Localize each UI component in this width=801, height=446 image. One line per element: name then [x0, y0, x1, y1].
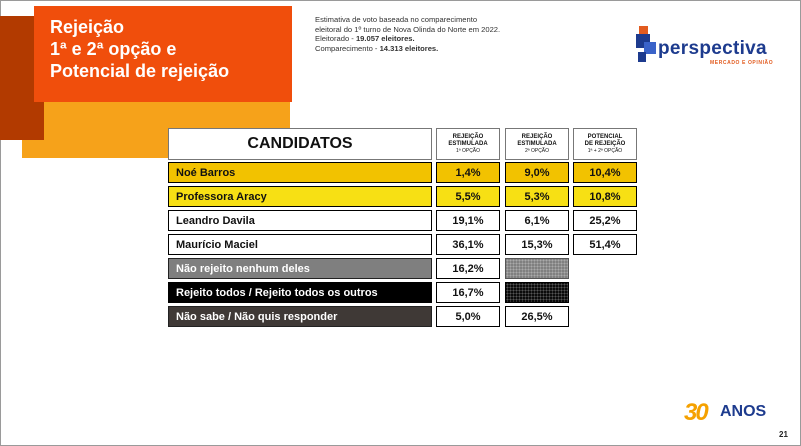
title-line: Rejeição: [50, 17, 125, 37]
option-name: Rejeito todos / Rejeito todos os outros: [168, 282, 432, 303]
thirty-years-badge: [684, 395, 784, 431]
value-cell: 5,0%: [436, 306, 500, 327]
value-cell: 26,5%: [505, 306, 569, 327]
logo-wordmark: perspectiva: [658, 38, 767, 59]
anniversary-word: ANOS: [720, 403, 767, 420]
value-cell: 5,5%: [436, 186, 500, 207]
value-cell: 36,1%: [436, 234, 500, 255]
anniversary-number: 30: [684, 399, 707, 426]
value-cell: 5,3%: [505, 186, 569, 207]
slide-title: [34, 6, 292, 82]
candidate-name: Leandro Davila: [168, 210, 432, 231]
empty-cell: [505, 282, 569, 303]
value-cell: 10,8%: [573, 186, 637, 207]
info-line: Estimativa de voto baseada no comparecimento: [315, 15, 478, 24]
value-cell: 19,1%: [436, 210, 500, 231]
perspectiva-logo: [636, 24, 786, 72]
column-header: REJEIÇÃO ESTIMULADA 1ª OPÇÃO: [436, 128, 500, 160]
page-number: 21: [779, 430, 788, 439]
logo-mark-icon: [636, 26, 658, 64]
value-cell: 16,2%: [436, 258, 500, 279]
candidate-name: Noé Barros: [168, 162, 432, 183]
candidate-name: Maurício Maciel: [168, 234, 432, 255]
title-line: 1ª e 2ª opção e: [50, 39, 177, 59]
empty-cell: [505, 258, 569, 279]
title-line: Potencial de rejeição: [50, 61, 230, 81]
logo-tagline: MERCADO E OPINIÃO: [710, 60, 774, 66]
column-header: POTENCIAL DE REJEIÇÃO 1ª + 2ª OPÇÃO: [573, 128, 637, 160]
value-cell: 25,2%: [573, 210, 637, 231]
value-cell: 51,4%: [573, 234, 637, 255]
candidates-header: CANDIDATOS: [168, 128, 432, 160]
value-cell: 1,4%: [436, 162, 500, 183]
value-cell: 15,3%: [505, 234, 569, 255]
info-line: Comparecimento - 14.313 eleitores.: [315, 43, 439, 53]
value-cell: 6,1%: [505, 210, 569, 231]
candidate-name: Professora Aracy: [168, 186, 432, 207]
info-line: eleitoral do 1º turno de Nova Olinda do Norte em 2022.: [315, 24, 501, 34]
option-name: Não sabe / Não quis responder: [168, 306, 432, 327]
title-banner: [34, 6, 292, 102]
value-cell: 10,4%: [573, 162, 637, 183]
option-name: Não rejeito nenhum deles: [168, 258, 432, 279]
value-cell: 9,0%: [505, 162, 569, 183]
info-line: Eleitorado - 19.057 eleitores.: [315, 34, 415, 44]
column-header: REJEIÇÃO ESTIMULADA 2ª OPÇÃO: [505, 128, 569, 160]
info-block: [315, 15, 555, 53]
value-cell: 16,7%: [436, 282, 500, 303]
